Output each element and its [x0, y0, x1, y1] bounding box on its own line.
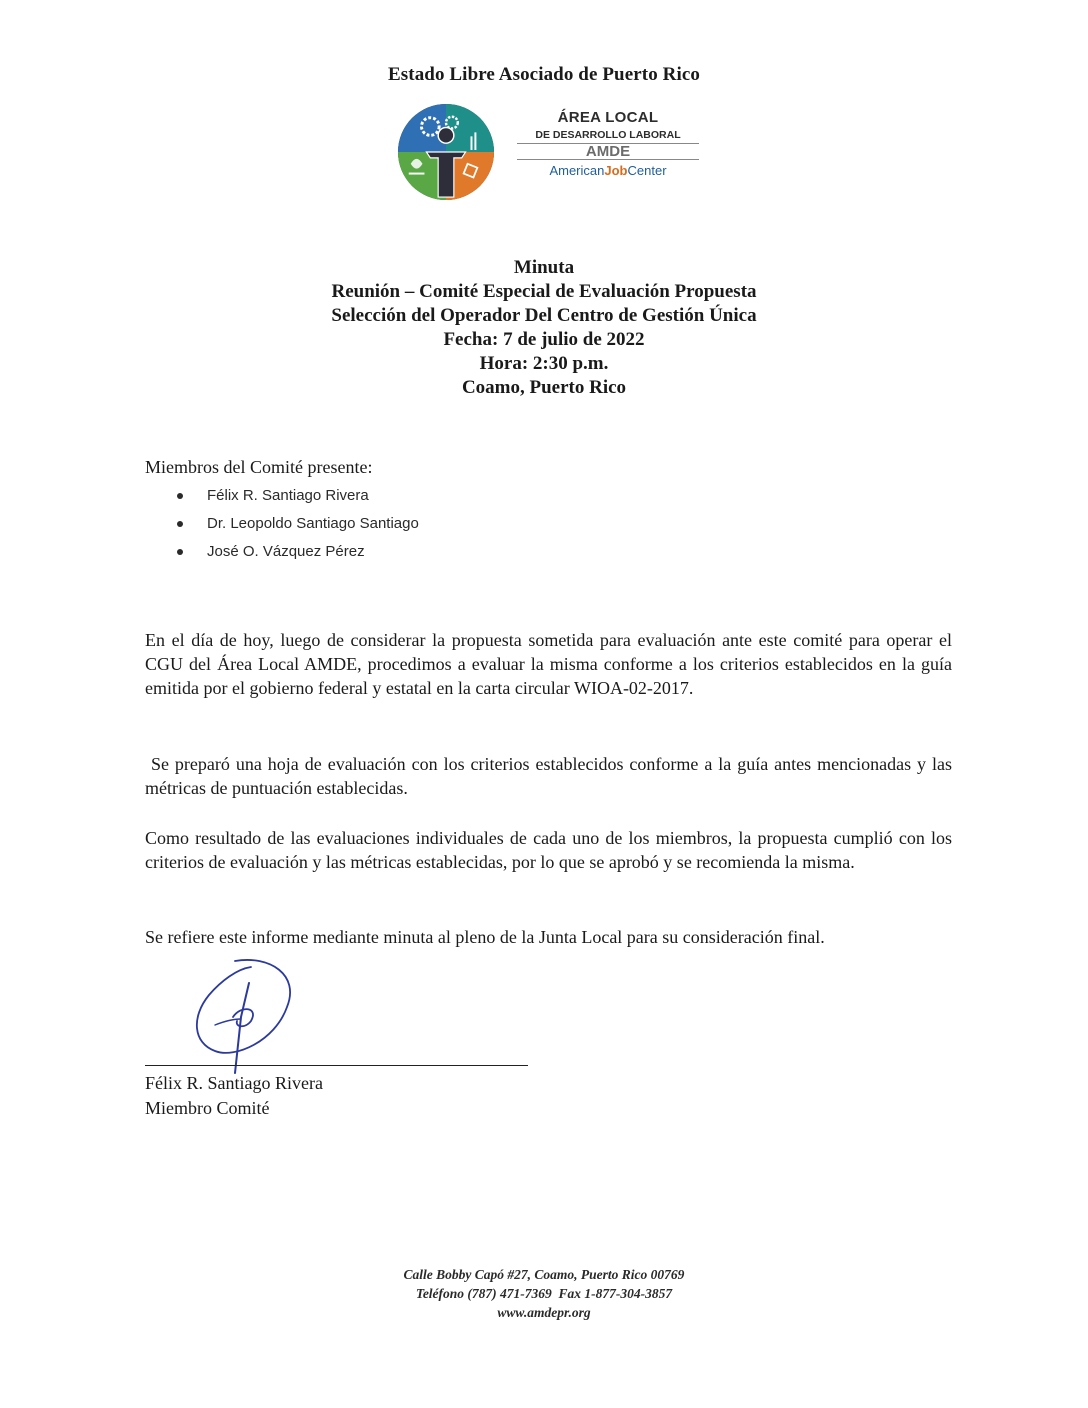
footer-address: Calle Bobby Capó #27, Coamo, Puerto Rico 00769 [403, 1267, 685, 1282]
letterhead-logo [397, 103, 707, 203]
ajc-suffix: Center [627, 163, 667, 178]
bullet-icon [177, 521, 183, 527]
bullet-icon [177, 549, 183, 555]
bullet-icon [177, 493, 183, 499]
footer-phone: Teléfono (787) 471-7369 Fax 1-877-304-3857 [415, 1286, 673, 1301]
signature-line [145, 1065, 528, 1066]
body-paragraph-3: Como resultado de las evaluaciones individuales de cada uno de los miembros, la propuesta cumplió con los criterios de evaluación y las métricas establecidas, por lo que se aprobó y se recomienda la misma. [145, 828, 952, 872]
minutes-title: Minuta [513, 257, 575, 278]
members-list [145, 485, 945, 569]
amde-logo-emblem-icon [397, 103, 495, 201]
body-paragraph-1: En el día de hoy, luego de considerar la propuesta sometida para evaluación ante este comité para operar el CGU del Área Local AMDE, procedimos a evaluar la misma conforme a los criterios establecidos en la guía emitida por el gobierno federal y estatal en la carta circular WIOA-02-2017. [145, 630, 952, 698]
member-name: José O. Vázquez Pérez [207, 543, 365, 560]
logo-wordmark [513, 109, 703, 178]
committee-members [145, 455, 945, 569]
signatory-name: Félix R. Santiago Rivera [145, 1073, 323, 1093]
footer-website: www.amdepr.org [497, 1305, 591, 1320]
list-item [145, 485, 945, 513]
member-name: Félix R. Santiago Rivera [207, 487, 369, 504]
american-job-center-logo [513, 163, 703, 178]
members-heading: Miembros del Comité presente: [145, 457, 373, 477]
body-paragraph-2: Se preparó una hoja de evaluación con los criterios establecidos conforme a la guía antes mencionadas y las métricas de puntuación establecidas. [145, 754, 957, 798]
list-item [145, 513, 945, 541]
member-name: Dr. Leopoldo Santiago Santiago [207, 515, 419, 532]
list-item [145, 541, 945, 569]
letterhead-footer [0, 1265, 1088, 1322]
logo-org-name: AMDE [517, 143, 699, 160]
meeting-time: Hora: 2:30 p.m. [479, 353, 609, 374]
handwritten-signature-icon [175, 955, 305, 1075]
meeting-location: Coamo, Puerto Rico [461, 377, 627, 398]
meeting-subject: Reunión – Comité Especial de Evaluación Propuesta [331, 281, 757, 302]
ajc-prefix: American [549, 163, 605, 178]
logo-subtitle: DE DESARROLLO LABORAL [535, 129, 681, 141]
ajc-job: Job [604, 163, 628, 178]
signatory-role: Miembro Comité [145, 1098, 270, 1118]
signature-block [145, 955, 545, 1125]
body-paragraph-4: Se refiere este informe mediante minuta al pleno de la Junta Local para su consideración final. [145, 927, 825, 947]
minutes-title-block [0, 256, 1088, 400]
meeting-date: Fecha: 7 de julio de 2022 [443, 329, 645, 350]
meeting-topic: Selección del Operador Del Centro de Gestión Única [331, 305, 757, 326]
logo-area-label: ÁREA LOCAL [557, 109, 659, 126]
letterhead-title: Estado Libre Asociado de Puerto Rico [388, 64, 700, 85]
